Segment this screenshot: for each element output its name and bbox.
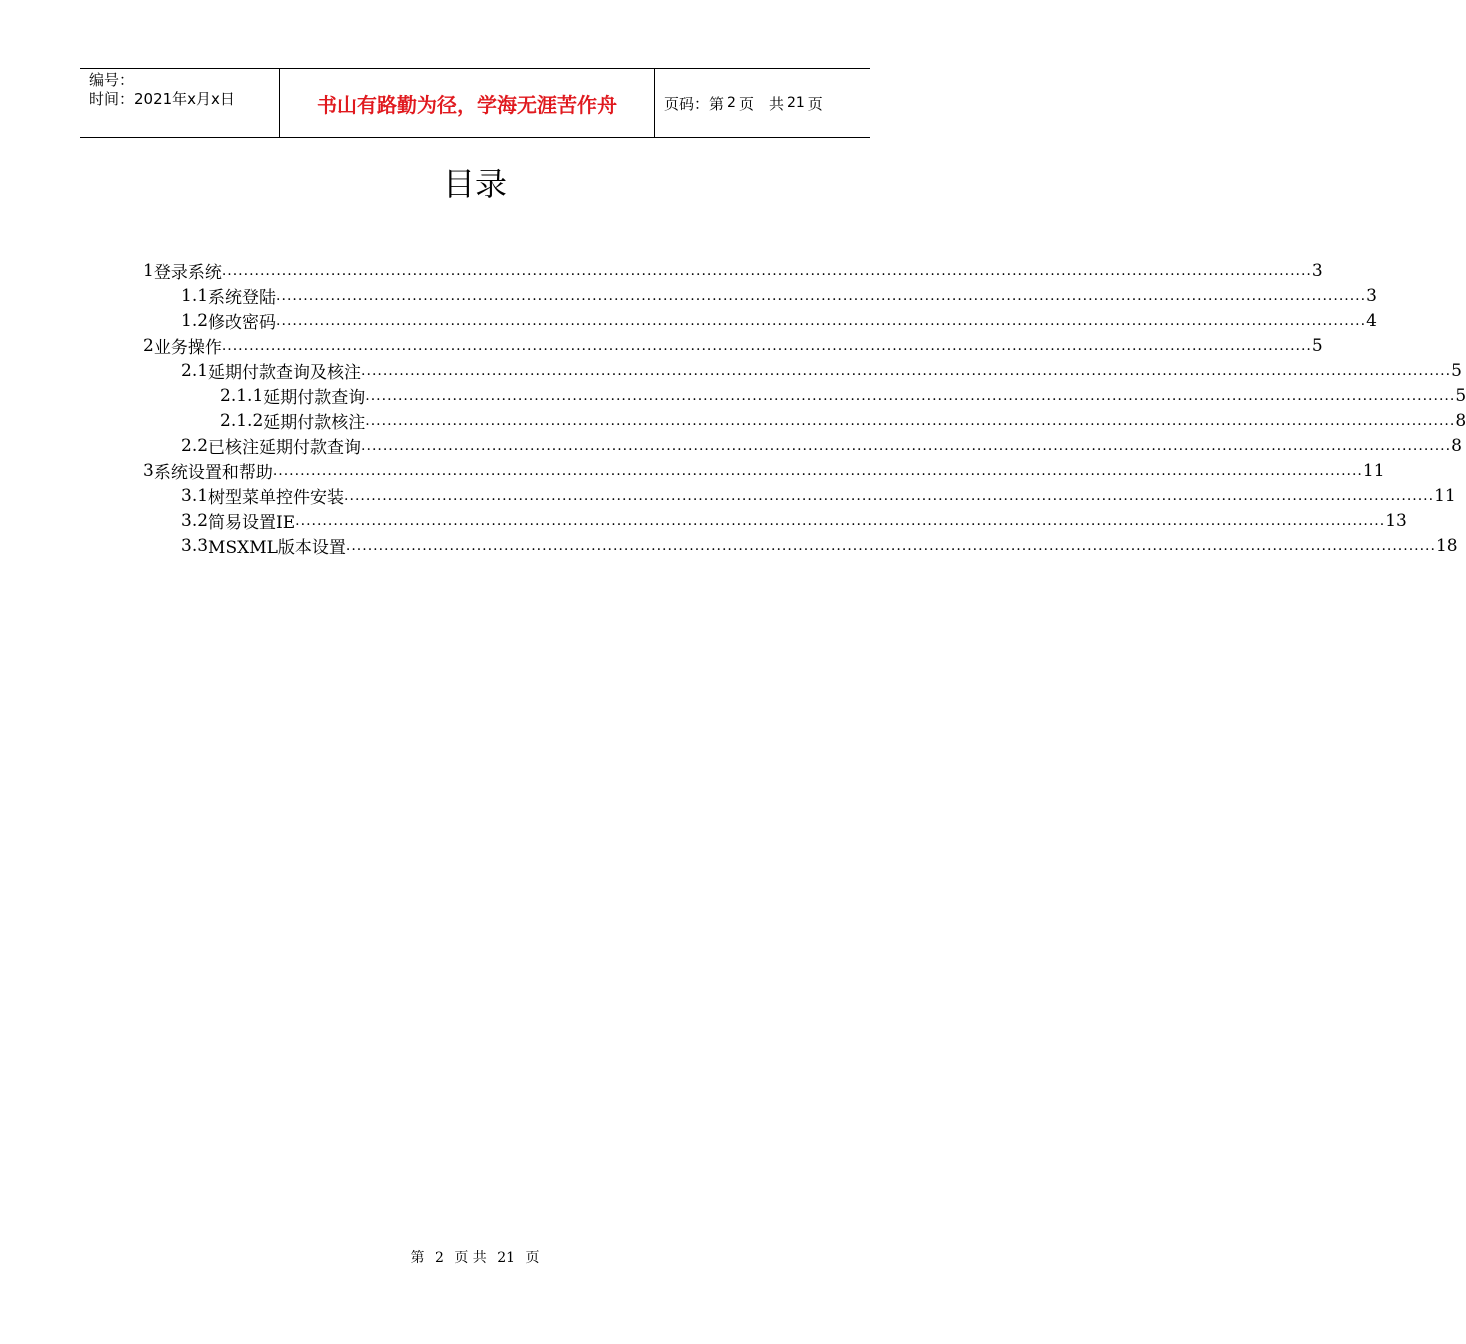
toc-entry-number: 1.1 xyxy=(181,285,209,306)
toc-entry[interactable] xyxy=(181,433,1462,458)
header-motto: 书山有路勤为径，学海无涯苦作舟 xyxy=(280,69,655,137)
toc-leader-dots: ........................................................................................................................................................................................................ xyxy=(221,338,1312,354)
toc-entry[interactable] xyxy=(143,333,1323,358)
header-time-label: 时间：2021年x月x日 xyxy=(89,90,235,108)
toc-entry-label: 系统登陆 xyxy=(208,288,277,308)
toc-entry-number: 2 xyxy=(143,335,154,356)
toc-entry[interactable] xyxy=(181,283,1377,308)
header-page-info xyxy=(655,69,870,137)
toc-entry-page: 3 xyxy=(1366,285,1377,306)
toc-entry-page: 13 xyxy=(1385,510,1407,531)
toc-entry-number: 2.2 xyxy=(181,435,209,456)
toc-leader-dots: ........................................................................................................................................................................................................ xyxy=(276,288,1367,304)
toc-entry-label: 系统设置和帮助 xyxy=(153,463,273,483)
footer-total: 21 xyxy=(497,1250,516,1266)
toc-entry-page: 3 xyxy=(1311,260,1323,281)
toc-entry-number: 1.2 xyxy=(181,310,209,331)
toc-entry-number: 1 xyxy=(143,260,154,281)
toc-leader-dots: ........................................................................................................................................................................................................ xyxy=(276,313,1367,329)
toc-entry[interactable] xyxy=(143,458,1385,483)
toc-leader-dots: ........................................................................................................................................................................................................ xyxy=(345,538,1436,554)
toc-entry[interactable] xyxy=(220,408,1466,433)
footer-mid: 页 共 xyxy=(454,1250,487,1266)
toc-entry-number: 2.1 xyxy=(181,360,209,381)
toc-entry-number: 2.1.2 xyxy=(220,410,264,431)
toc-entry[interactable] xyxy=(181,358,1462,383)
header-page-prefix: 页码：第 xyxy=(664,94,725,113)
toc-entry-label: 修改密码 xyxy=(208,313,277,333)
toc-entry-page: 11 xyxy=(1434,485,1456,506)
header-number-label: 编号： xyxy=(89,71,135,89)
toc-leader-dots: ........................................................................................................................................................................................................ xyxy=(221,263,1312,279)
header-page-suffix: 页 xyxy=(807,94,823,113)
footer-suffix: 页 xyxy=(525,1250,540,1266)
page-footer xyxy=(0,1247,950,1267)
toc-leader-dots: ........................................................................................................................................................................................................ xyxy=(344,488,1435,504)
page-title: 目录 xyxy=(442,165,507,203)
toc-entry-page: 5 xyxy=(1455,385,1466,406)
toc-entry-number: 3.2 xyxy=(181,510,209,531)
toc-entry-page: 8 xyxy=(1455,410,1466,431)
toc-entry-page: 4 xyxy=(1366,310,1377,331)
header-page-current: 2 xyxy=(727,95,736,111)
toc-leader-dots: ........................................................................................................................................................................................................ xyxy=(295,513,1386,529)
toc-entry[interactable] xyxy=(220,383,1466,408)
toc-entry-label: 简易设置IE xyxy=(208,513,296,533)
toc-entry-label: 登录系统 xyxy=(153,263,222,283)
toc-leader-dots: ........................................................................................................................................................................................................ xyxy=(361,363,1452,379)
toc-entry[interactable] xyxy=(181,508,1407,533)
footer-prefix: 第 xyxy=(410,1250,425,1266)
toc-entry-number: 3.1 xyxy=(181,485,209,506)
header-page-total: 21 xyxy=(786,95,805,111)
toc-entry-label: 树型菜单控件安装 xyxy=(208,488,345,508)
toc-entry-page: 18 xyxy=(1435,535,1458,556)
header-meta xyxy=(80,69,280,137)
toc-entry-label: 延期付款查询 xyxy=(263,388,366,408)
toc-entry-page: 5 xyxy=(1451,360,1462,381)
toc-entry[interactable] xyxy=(181,533,1458,558)
header-page-mid: 页 共 xyxy=(738,94,784,113)
toc-entry[interactable] xyxy=(143,258,1323,283)
toc-entry-page: 5 xyxy=(1311,335,1323,356)
toc-entry-page: 8 xyxy=(1451,435,1462,456)
toc-entry-label: 延期付款核注 xyxy=(263,413,366,433)
toc-entry-number: 2.1.1 xyxy=(220,385,264,406)
toc-entry[interactable] xyxy=(181,483,1456,508)
page-header xyxy=(80,68,870,138)
footer-current: 2 xyxy=(434,1250,444,1266)
toc-entry[interactable] xyxy=(181,308,1377,333)
toc-entry-page: 11 xyxy=(1362,460,1385,481)
toc-entry-label: 已核注延期付款查询 xyxy=(208,438,362,458)
toc-entry-number: 3 xyxy=(143,460,154,481)
toc-entry-label: 延期付款查询及核注 xyxy=(208,363,362,383)
toc-entry-label: MSXML版本设置 xyxy=(208,538,346,558)
toc-entry-number: 3.3 xyxy=(181,535,209,556)
toc-leader-dots: ........................................................................................................................................................................................................ xyxy=(365,413,1456,429)
toc-leader-dots: ........................................................................................................................................................................................................ xyxy=(361,438,1452,454)
toc-leader-dots: ........................................................................................................................................................................................................ xyxy=(365,388,1456,404)
toc-leader-dots: ........................................................................................................................................................................................................ xyxy=(272,463,1363,479)
toc-entry-label: 业务操作 xyxy=(153,338,222,358)
